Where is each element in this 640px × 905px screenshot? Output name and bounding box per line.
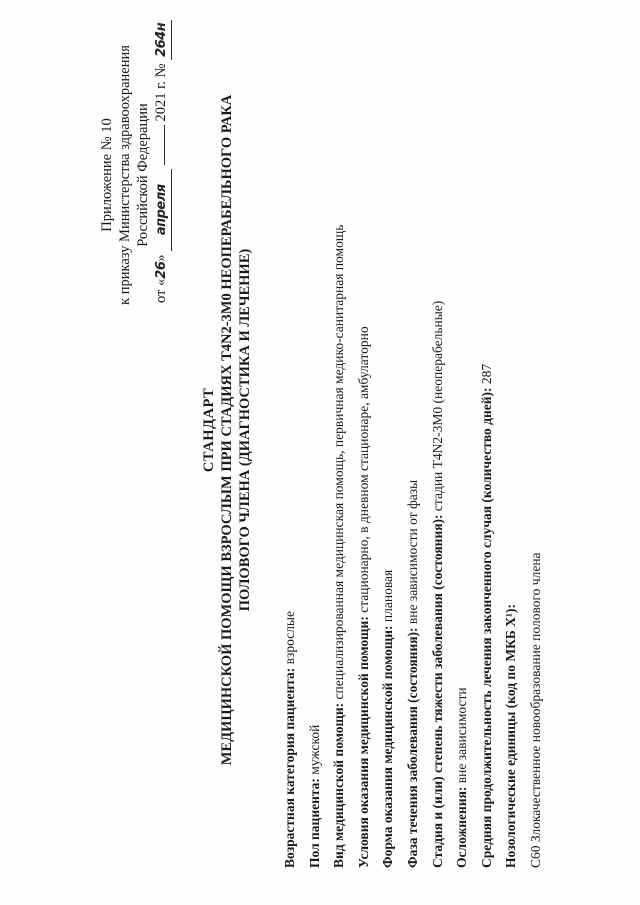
- document-title: [200, 50, 254, 810]
- appendix-order-line: к приказу Министерства здравоохранения: [117, 45, 133, 305]
- appendix-block: [98, 22, 172, 325]
- field-disease-stage: Стадия и (или) степень тяжести заболевания (состояния): стадии T4N2-3M0 (неоперабельные): [429, 300, 445, 868]
- appendix-country-line: Российской Федерации: [135, 103, 151, 247]
- month-blank: [152, 169, 172, 251]
- field-treatment-duration: Средняя продолжительность лечения законченного случая (количество дней): 287: [478, 363, 494, 868]
- field-care-conditions: Условия оказания медицинской помощи: стационарно, в дневном стационаре, амбулаторно: [355, 326, 371, 868]
- handwritten-month: апреля: [154, 184, 169, 236]
- handwritten-order-number: 264н: [154, 22, 169, 57]
- date-year: 2021 г. №: [153, 63, 169, 122]
- field-nosological-units: Нозологические единицы (код по МКБ X¹):: [503, 604, 519, 868]
- field-care-form: Форма оказания медицинской помощи: плановая: [380, 569, 396, 868]
- appendix-number: Приложение № 10: [99, 118, 115, 232]
- appendix-date-line: от «26» апреля 2021 г. № 264н: [152, 25, 172, 325]
- field-care-type: Вид медицинской помощи: специализированная медицинская помощь, первичная медико-санитарная помощь: [331, 224, 347, 868]
- title-line-2: ПОЛОВОГО ЧЛЕНА (ДИАГНОСТИКА И ЛЕЧЕНИЕ): [237, 248, 253, 612]
- number-blank: [152, 20, 172, 60]
- document-content: [40, 0, 600, 880]
- field-icd-code: C60 Злокачественное новообразование полового члена: [527, 552, 543, 868]
- field-patient-sex: Пол пациента: мужской: [306, 724, 322, 868]
- date-prefix: от «: [153, 278, 169, 303]
- handwritten-day: 26: [154, 261, 169, 279]
- field-complications: Осложнения: вне зависимости: [454, 687, 470, 868]
- title-line-1: МЕДИЦИНСКОЙ ПОМОЩИ ВЗРОСЛЫМ ПРИ СТАДИЯХ T4N2-3M0 НЕОПЕРАБЕЛЬНОГО РАКА: [219, 94, 235, 766]
- field-age-category: Возрастная категория пациента: взрослые: [282, 611, 297, 868]
- field-list: [278, 8, 549, 868]
- field-disease-phase: Фаза течения заболевания (состояния): вне зависимости от фазы: [404, 479, 420, 868]
- title-heading: СТАНДАРТ: [201, 387, 217, 473]
- spacer-blank: [164, 125, 165, 165]
